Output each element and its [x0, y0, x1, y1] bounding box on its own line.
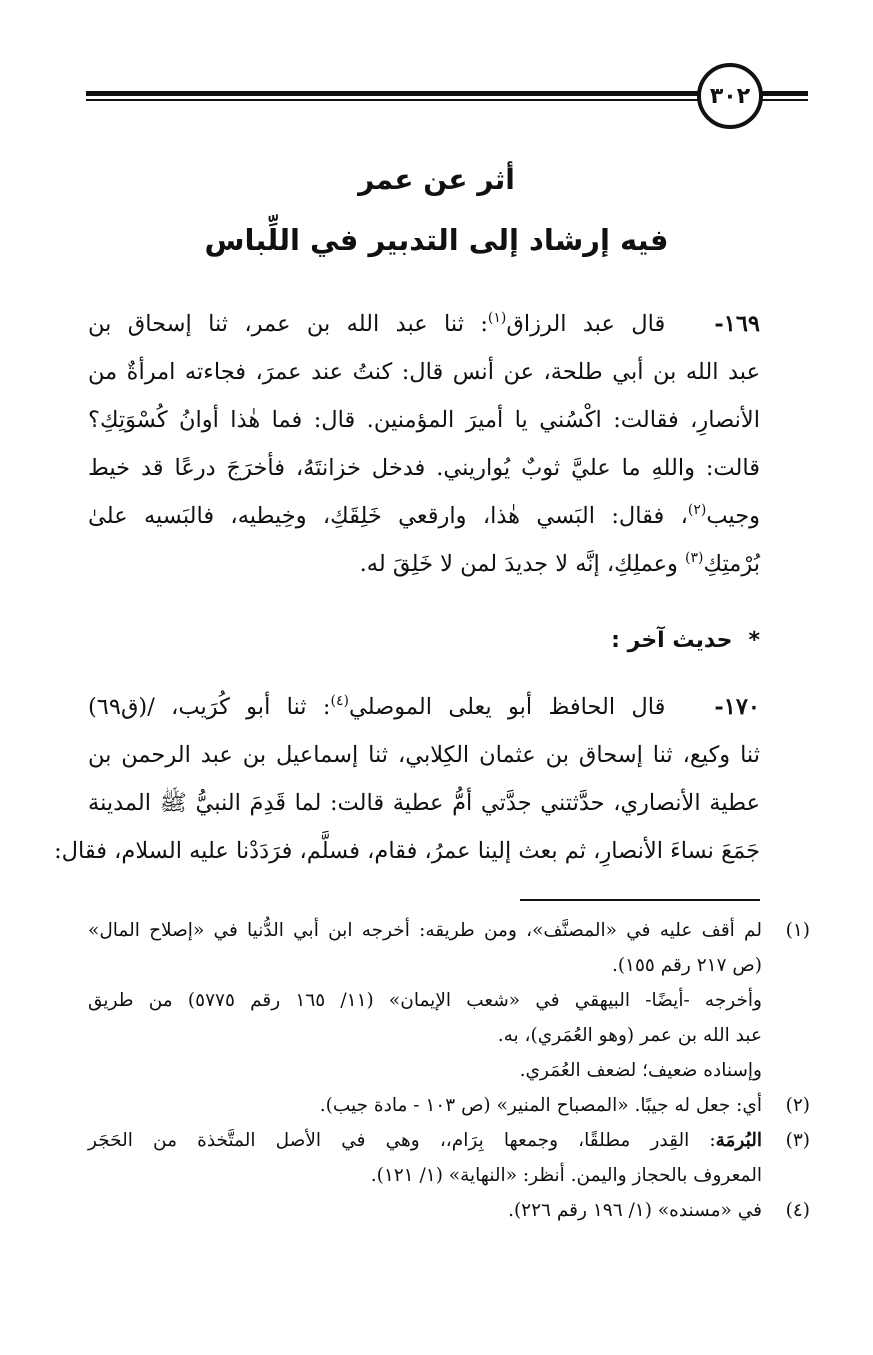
hadith-170 [54, 683, 761, 875]
text-line: عبد الله بن أبي طلحة، عن أنس قال: كنتُ عند عمرَ، فجاءته امرأةٌ من [88, 359, 760, 385]
text-line [88, 683, 760, 731]
subheading [88, 628, 760, 653]
footnote-line [88, 1123, 762, 1158]
text-line [88, 540, 760, 588]
footnote-1-cont2 [88, 1053, 810, 1088]
text-fragment: وعملِكِ، إنَّه لا جديدَ لمن لا خَلِقَ له. [359, 551, 686, 577]
footnote-line: أي: جعل له جيبًا. «المصباح المنير» (ص ١٠٣ - مادة جيب). [319, 1095, 762, 1116]
footnote-ref[interactable]: (٢) [687, 502, 707, 518]
footnote-separator [520, 899, 760, 901]
text-line: جَمَعَ نساءَ الأنصارِ، ثم بعث إلينا عمرُ، فقام، فسلَّم، فرَدَدْنا عليه السلام، فقال: [54, 838, 760, 864]
text-fragment: بُرْمتِكِ [703, 551, 760, 577]
footnote-number: (٢) [785, 1095, 810, 1116]
footnote-ref[interactable]: (٣) [685, 550, 704, 566]
footnote-ref[interactable]: (٤) [330, 693, 349, 709]
text-line: قالت: واللهِ ما عليَّ ثوبٌ يُواريني. فدخل خزانتَهُ، فأخرَجَ درعًا قد خيط [88, 455, 760, 481]
footnote-1-cont [88, 983, 810, 1053]
subheading-text: حديث آخر : [611, 628, 733, 653]
footnote-line: في «مسنده» (١/ ١٩٦ رقم ٢٢٦). [508, 1200, 762, 1221]
text-line [88, 300, 760, 348]
footnote-text: : القِدر مطلقًا، وجمعها بِرَام،، وهي في الأصل المتَّخذة من الحَجَر [88, 1130, 716, 1151]
text-fragment: ، فقال: البَسي هٰذا، وارقعي خَلِقَكِ، وخِيطيه، فالبَسيه علىٰ [88, 503, 688, 529]
section-subtitle: فيه إرشاد إلى التدبير في اللِّباس [204, 223, 669, 257]
text-fragment: قال الحافظ أبو يعلى الموصلي [348, 694, 666, 720]
header-rule [86, 89, 700, 103]
hadith-number: ١٦٩- [714, 311, 760, 337]
text-line: الأنصارِ، فقالت: اكْسُني يا أميرَ المؤمنين. قال: فما هٰذا أوانُ كُسْوَتِكِ؟ [88, 407, 760, 433]
text-line: عطية الأنصاري، حدَّثتني جدَّتي أمُّ عطية قالت: لما قَدِمَ النبيُّ ﷺ المدينة [88, 790, 760, 816]
footnote-3 [88, 1123, 810, 1193]
footnote-2 [88, 1088, 810, 1123]
footnotes [88, 913, 810, 1228]
footnote-number: (١) [785, 920, 810, 941]
footnote-1 [88, 913, 810, 983]
footnote-number: (٤) [785, 1200, 810, 1221]
text-fragment: قال عبد الرزاق [506, 311, 666, 337]
footnote-line: وأخرجه -أيضًا- البيهقي في «شعب الإيمان» (١١/ ١٦٥ رقم ٥٧٧٥) من طريق [88, 990, 762, 1011]
page-number: ٣٠٢ [697, 63, 763, 129]
footnote-line: (ص ٢١٧ رقم ١٥٥). [611, 955, 762, 976]
hadith-169 [88, 300, 760, 588]
header-rule-tail [760, 91, 808, 103]
text-fragment: وجيب [706, 503, 760, 529]
text-line: ثنا وكيع، ثنا إسحاق بن عثمان الكِلابي، ثنا إسماعيل بن عبد الرحمن بن [88, 742, 760, 768]
footnote-line: المعروف بالحجاز واليمن. أنظر: «النهاية» (١/ ١٢١). [370, 1165, 762, 1186]
footnote-line: وإسناده ضعيف؛ لضعف العُمَري. [519, 1060, 762, 1081]
footnote-line: لم أقف عليه في «المصنَّف»، ومن طريقه: أخرجه ابن أبي الدُّنيا في «إصلاح المال» [88, 920, 762, 941]
text-fragment: : ثنا عبد الله بن عمر، ثنا إسحاق بن [88, 311, 488, 337]
section-title: أثر عن عمر [358, 163, 515, 196]
hadith-number: ١٧٠- [714, 694, 761, 720]
footnote-4 [88, 1193, 810, 1228]
footnote-line: عبد الله بن عمر (وهو العُمَري)، به. [497, 1025, 762, 1046]
text-line [88, 492, 760, 540]
footnote-number: (٣) [785, 1130, 810, 1151]
text-fragment: : ثنا أبو كُرَيب، /(ق٦٩) [88, 694, 331, 720]
star-icon: * [748, 628, 760, 653]
footnote-keyword: البُرمَة [715, 1130, 762, 1151]
footnote-ref[interactable]: (١) [487, 310, 507, 326]
